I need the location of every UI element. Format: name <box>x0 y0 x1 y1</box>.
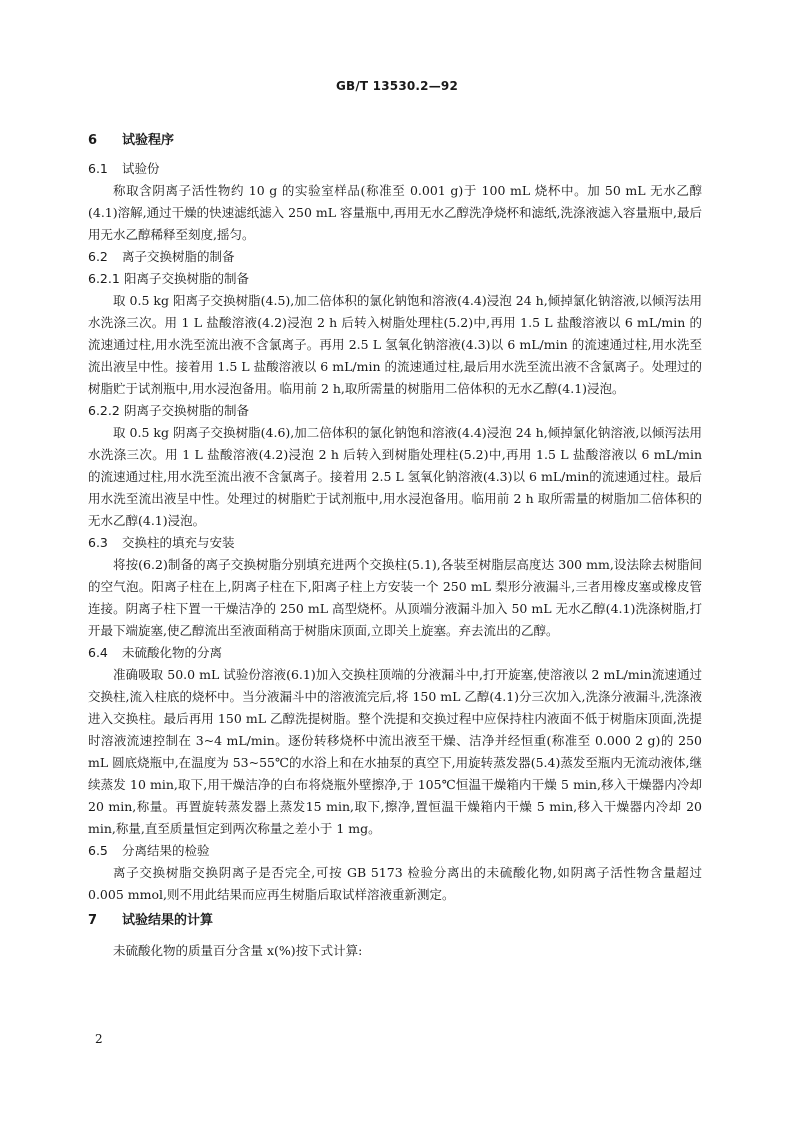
section-title: 试验程序 <box>122 133 175 148</box>
section-number: 6.4 <box>88 645 108 660</box>
section-7-heading <box>88 910 702 932</box>
section-title: 阳离子交换树脂的制备 <box>124 271 250 286</box>
section-6-2-1-paragraph: 取 0.5 kg 阳离子交换树脂(4.5),加二倍体积的氯化钠饱和溶液(4.4)浸泡 24 h,倾掉氯化钠溶液,以倾泻法用水洗涤三次。用 1 L 盐酸溶液(4.2)浸泡 2 h 后转入树脂处理柱(5.2)中,再用 1.5 L 盐酸溶液以 6 mL/min 的流速通过柱,用水洗至流出液不含氯离子。再用 2.5 L 氢氧化钠溶液(4.3)以 6 mL/min 的流速通过柱,用水洗至流出液呈中性。接着用 1.5 L 盐酸溶液以 6 mL/min 的流速通过柱,最后用水洗至流出液不含氯离子。处理过的树脂贮于试剂瓶中,用水浸泡备用。临用前 2 h,取所需量的树脂用二倍体积的无水乙醇(4.1)浸泡。 <box>88 293 702 396</box>
section-title: 未硫酸化物的分离 <box>122 645 223 660</box>
section-number: 6 <box>88 133 98 148</box>
section-6-1-heading <box>88 158 702 180</box>
section-6-heading <box>88 130 702 152</box>
section-6-3-paragraph: 将按(6.2)制备的离子交换树脂分别填充进两个交换柱(5.1),各装至树脂层高度达 300 mm,设法除去树脂间的空气泡。阳离子柱在上,阴离子柱在下,阳离子柱上方安装一个 250 mL 梨形分液漏斗,三者用橡皮塞或橡皮管连接。阴离子柱下置一干燥洁净的 250 mL 高型烧杯。从顶端分液漏斗加入 50 mL 无水乙醇(4.1)洗涤树脂,打开最下端旋塞,使乙醇流出至液面稍高于树脂床顶面,立即关上旋塞。弃去流出的乙醇。 <box>88 557 702 638</box>
section-title: 试验结果的计算 <box>122 913 214 928</box>
section-6-2-2-paragraph: 取 0.5 kg 阴离子交换树脂(4.6),加二倍体积的氯化钠饱和溶液(4.4)浸泡 24 h,倾掉氯化钠溶液,以倾泻法用水洗涤三次。用 1 L 盐酸溶液(4.2)浸泡 2 h 后转入到树脂处理柱(5.2)中,再用 1.5 L 盐酸溶液以 6 mL/min 的流速通过柱,用水洗至流出液不含氯离子。接着用 2.5 L 氢氧化钠溶液(4.3)以 6 mL/min的流速通过柱。最后用水洗至流出液呈中性。处理过的树脂贮于试剂瓶中,用水浸泡备用。临用前 2 h 取所需量的树脂加二倍体积的无水乙醇(4.1)浸泡。 <box>88 425 702 528</box>
section-6-2-1-heading <box>88 268 702 290</box>
section-6-1-paragraph: 称取含阴离子活性物约 10 g 的实验室样品(称准至 0.001 g)于 100 mL 烧杯中。加 50 mL 无水乙醇(4.1)溶解,通过干燥的快速滤纸滤入 250 mL 容量瓶中,再用无水乙醇洗净烧杯和滤纸,洗涤液滤入容量瓶中,最后用无水乙醇稀释至刻度,摇匀。 <box>88 183 702 242</box>
section-6-5-heading <box>88 840 702 862</box>
section-title: 阴离子交换树脂的制备 <box>124 403 250 418</box>
section-title: 试验份 <box>122 161 160 176</box>
section-number: 7 <box>88 913 98 928</box>
section-number: 6.2.2 <box>88 403 120 418</box>
section-7-paragraph: 未硫酸化物的质量百分含量 x(%)按下式计算: <box>113 943 363 958</box>
section-title: 离子交换树脂的制备 <box>122 249 235 264</box>
section-number: 6.3 <box>88 535 108 550</box>
section-6-5-paragraph: 离子交换树脂交换阴离子是否完全,可按 GB 5173 检验分离出的未硫酸化物,如阴离子活性物含量超过 0.005 mmol,则不用此结果而应再生树脂后取试样溶液重新测定。 <box>88 865 702 902</box>
section-6-4-paragraph: 准确吸取 50.0 mL 试验份溶液(6.1)加入交换柱顶端的分液漏斗中,打开旋塞,使溶液以 2 mL/min流速通过交换柱,流入柱底的烧杯中。当分液漏斗中的溶液流完后,将 150 mL 乙醇(4.1)分三次加入,洗涤分液漏斗,洗涤液进入交换柱。最后再用 150 mL 乙醇洗提树脂。整个洗提和交换过程中应保持柱内液面不低于树脂床顶面,洗提时溶液流速控制在 3~4 mL/min。逐份转移烧杯中流出液至干燥、洁净并经恒重(称准至 0.000 2 g)的 250 mL 圆底烧瓶中,在温度为 53~55℃的水浴上和在水抽泵的真空下,用旋转蒸发器(5.4)蒸发至瓶内无流动液体,继续蒸发 10 min,取下,用干燥洁净的白布将烧瓶外壁擦净,于 105℃恒温干燥箱内干燥 5 min,移入干燥器内冷却 20 min,称量。再置旋转蒸发器上蒸发15 min,取下,擦净,置恒温干燥箱内干燥 5 min,移入干燥器内冷却 20 min,称量,直至质量恒定到两次称量之差小于 1 mg。 <box>88 667 702 836</box>
section-6-4-heading <box>88 642 702 664</box>
standard-number-header: GB/T 13530.2—92 <box>335 79 459 93</box>
section-6-2-2-heading <box>88 400 702 422</box>
section-6-3-heading <box>88 532 702 554</box>
document-body <box>88 130 702 962</box>
section-number: 6.2 <box>88 249 108 264</box>
section-number: 6.2.1 <box>88 271 120 286</box>
page-number: 2 <box>95 1032 103 1046</box>
section-6-2-heading <box>88 246 702 268</box>
section-number: 6.5 <box>88 843 108 858</box>
section-title: 分离结果的检验 <box>122 843 210 858</box>
section-number: 6.1 <box>88 161 108 176</box>
section-title: 交换柱的填充与安装 <box>122 535 235 550</box>
